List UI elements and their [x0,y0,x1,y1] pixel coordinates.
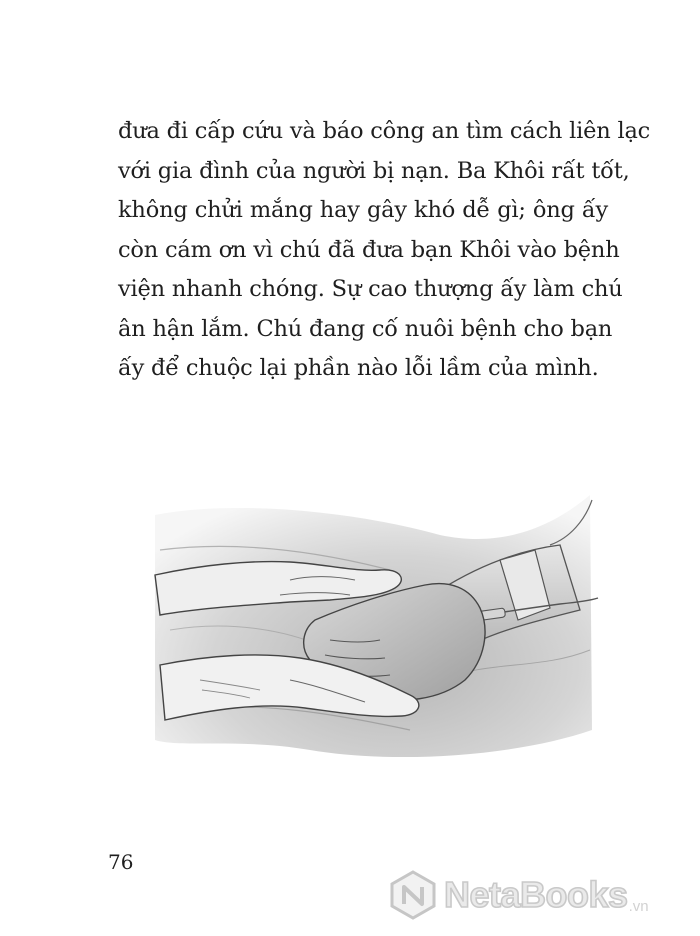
body-line: còn cám ơn vì chú đã đưa bạn Khôi vào bệnh [118,236,620,263]
watermark-suffix: .vn [628,898,649,915]
body-text [118,112,651,389]
hands-holding-illustration [140,480,600,770]
body-line: ân hận lắm. Chú đang cố nuôi bệnh cho bạn [118,315,613,342]
body-line: với gia đình của người bị nạn. Ba Khôi rất tốt, [118,157,630,184]
body-line: ấy để chuộc lại phần nào lỗi lầm của mình. [118,355,599,381]
body-line: đưa đi cấp cứu và báo công an tìm cách liên lạc [118,118,651,144]
body-line: viện nhanh chóng. Sự cao thượng ấy làm chú [118,276,623,302]
watermark-brand: NetaBooks [444,874,628,915]
netabooks-watermark [388,865,700,925]
netabooks-logo-icon [388,870,438,920]
body-line: không chửi mắng hay gây khó dễ gì; ông ấy [118,197,608,223]
page-number: 76 [108,850,134,874]
